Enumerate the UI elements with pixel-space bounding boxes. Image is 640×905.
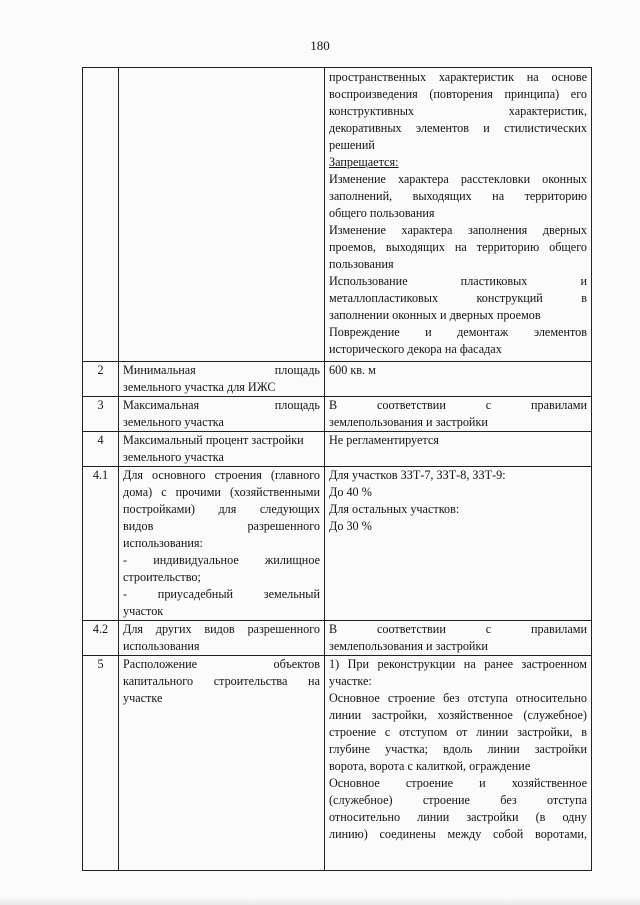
parameter-name-line: строительство; [123,570,201,584]
parameter-name-cell [119,656,325,871]
parameter-name-line: участок [123,604,164,618]
parameter-name-line: Для основного строения (главного [123,468,320,482]
parameter-value-cell [325,467,592,621]
parameter-value-cell [325,621,592,656]
parameter-value-line: Основное строение без отступа относительно [329,691,587,705]
page-number: 180 [310,38,330,53]
parameter-value-line: Изменение характера заполнения дверных [329,223,587,237]
parameter-value-line: До 30 % [329,519,372,533]
parameter-name-cell [119,68,325,362]
parameter-name-line: земельного участка [123,415,224,429]
parameter-name-line: дома) с прочими (хозяйственными [123,485,320,499]
parameter-value-line: воспроизведения (повторения принципа) его [329,87,587,101]
row-number-cell: 4.2 [83,621,119,656]
table-body [83,68,592,871]
parameter-name-line: Максимальный процент застройки [123,433,304,447]
parameter-value-line: землепользования и застройки [329,415,488,429]
parameter-value-line: Основное строение и хозяйственное [329,776,587,790]
parameter-value-line: ворота, ворота с калиткой, ограждение [329,759,531,773]
table-row [83,467,592,621]
row-number-cell [83,68,119,362]
parameter-value-line: Не регламентируется [329,433,439,447]
table-row [83,656,592,871]
row-number-cell: 4 [83,432,119,467]
parameter-value-cell [325,397,592,432]
parameter-value-line: (служебное) строение без отступа [329,793,587,807]
parameter-value-line: металлопластиковых конструкций в [329,291,587,305]
parameter-name-line: Для других видов разрешенного [123,622,320,636]
parameter-value-line: 600 кв. м [329,363,376,377]
parameter-value-line: 1) При реконструкции на ранее застроенном [329,657,587,671]
parameter-value-line: пользования [329,257,394,271]
parameter-value-line: декоративных элементов и стилистических [329,121,587,135]
parameter-name-line: капитального строительства на [123,674,320,688]
parameter-value-line: заполнений, выходящих на территорию [329,189,587,203]
parameter-name-line: земельного участка [123,450,224,464]
parameter-name-cell [119,467,325,621]
parameter-name-line: земельного участка для ИЖС [123,380,276,394]
parameter-value-cell [325,432,592,467]
scan-bottom-edge [0,897,640,905]
parameter-value-line: Запрещается: [329,155,399,169]
parameter-name-cell [119,397,325,432]
parameter-value-line: общего пользования [329,206,435,220]
parameter-name-line: Минимальная площадь [123,363,320,377]
table-row [83,621,592,656]
parameter-value-line: строение с отступом от линии застройки, в [329,725,587,739]
row-number-cell: 3 [83,397,119,432]
table-row [83,362,592,397]
parameter-value-line: линии застройки, хозяйственное (служебное) [329,708,587,722]
parameter-name-line: участке [123,691,163,705]
row-number-cell: 2 [83,362,119,397]
parameter-name-line: использования: [123,536,203,550]
parameter-value-line: относительно линии застройки (в одну [329,810,587,824]
parameter-value-line: Использование пластиковых и [329,274,587,288]
parameter-name-cell [119,621,325,656]
parameter-name-line: видов разрешенного [123,519,320,533]
parameter-value-line: землепользования и застройки [329,639,488,653]
parameter-name-line: Расположение объектов [123,657,320,671]
parameter-name-line: - приусадебный земельный [123,587,320,601]
parameter-name-line: постройками) для следующих [123,502,320,516]
parameter-value-line: участке: [329,674,372,688]
parameter-value-line: Для остальных участков: [329,502,460,516]
parameter-value-line: Для участков ЗЗТ-7, ЗЗТ-8, ЗЗТ-9: [329,468,506,482]
parameter-value-line: исторического декора на фасадах [329,342,502,356]
parameter-value-line: линию) соединены между собой воротами, [329,827,587,841]
row-number-cell: 5 [83,656,119,871]
parameter-name-line: использования [123,639,200,653]
table-row [83,68,592,362]
parameter-value-line: заполнении оконных и дверных проемов [329,308,541,322]
parameter-name-line: Максимальная площадь [123,398,320,412]
parameter-name-cell [119,432,325,467]
row-number-cell: 4.1 [83,467,119,621]
parameter-value-cell [325,362,592,397]
parameter-value-line: глубине участка; вдоль линии застройки [329,742,587,756]
table-row [83,432,592,467]
parameter-value-line: пространственных характеристик на основе [329,70,587,84]
parameter-value-line: В соответствии с правилами [329,622,587,636]
parameter-value-line: До 40 % [329,485,372,499]
parameter-value-line: решений [329,138,375,152]
parameter-value-line: проемов, выходящих на территорию общего [329,240,587,254]
parameter-value-line: конструктивных характеристик, [329,104,587,118]
parameter-value-cell [325,656,592,871]
table-row [83,397,592,432]
regulations-table [82,67,592,871]
parameter-name-cell [119,362,325,397]
parameter-value-line: Изменение характера расстекловки оконных [329,172,587,186]
parameter-name-line: - индивидуальное жилищное [123,553,320,567]
parameter-value-cell [325,68,592,362]
parameter-value-line: В соответствии с правилами [329,398,587,412]
parameter-value-line: Повреждение и демонтаж элементов [329,325,587,339]
